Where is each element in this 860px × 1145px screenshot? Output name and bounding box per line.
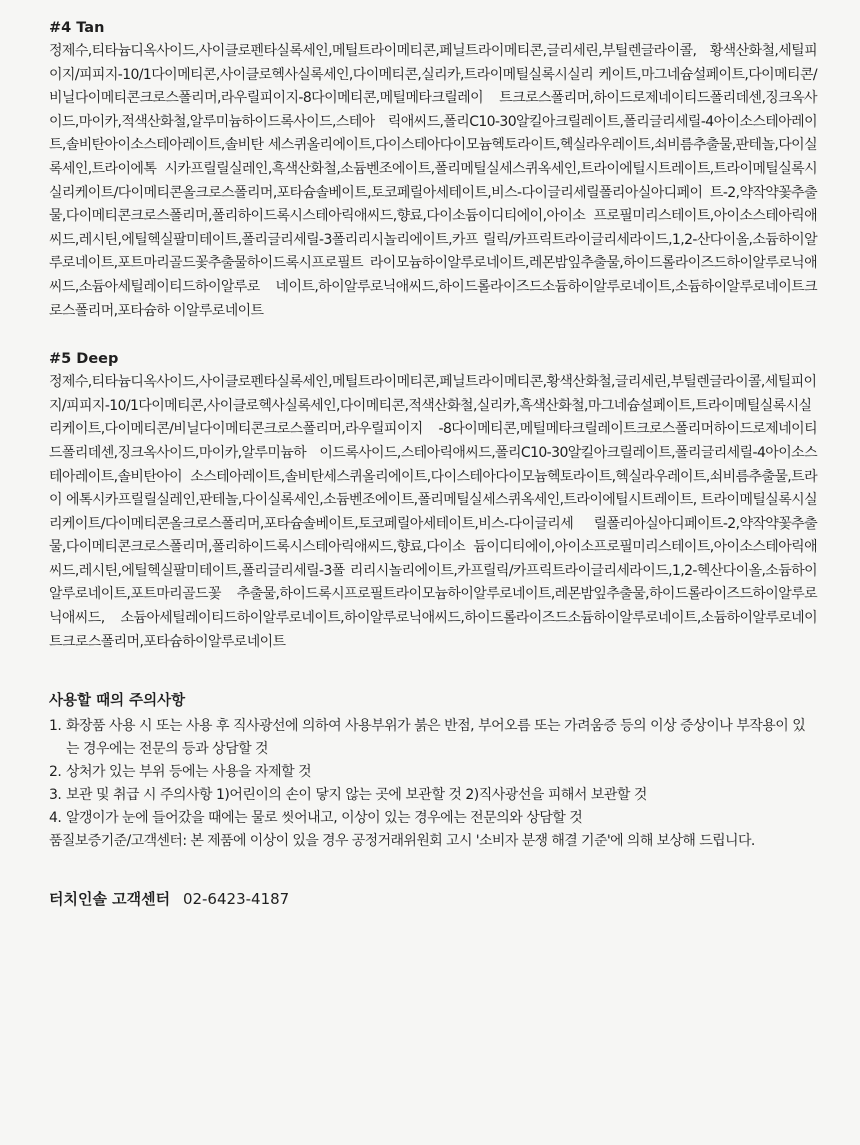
caution-item-3 xyxy=(49,784,817,807)
caution-text: 화장품 사용 시 또는 사용 후 직사광선에 의하여 사용부위가 붉은 반점, 부어오름 또는 가려움증 등의 이상 증상이나 부작용이 있는 경우에는 전문의 등과 상담할 것 xyxy=(66,718,806,758)
customer-service xyxy=(49,887,817,911)
ingredients-deep: 정제수,티타늄디옥사이드,사이클로펜타실록세인,메틸트라이메티콘,페닐트라이메티콘,황색산화철,글리세린,부틸렌글라이콜,세틸피이지/피피지-10/1다이메티콘,사이클로헥사실록세인,다이메티콘,적색산화철,실리카,흑색산화철,마그네슘설페이트,트라이메틸실록시실리케이트,다이메티콘/비닐다이메티콘크로스폴리머,라우릴피이지 -8다이메티콘,메틸메타크릴레이트크로스폴리머하이드로제네이티드폴리데센,징크옥사이드,마이카,알루미늄하 이드록사이드,스테아릭애씨드,폴리C10-30알킬아크릴레이트,폴리글리세릴-4아이소스테아레이트,솔비탄아이 소스테아레이트,솔비탄세스퀴올리에이트,다이스테아다이모늄헥토라이트,헥실라우레이트,쇠비름추출물,트라이 에톡시카프릴릴실레인,판테놀,다이실록세인,소듐벤조에이트,폴리메틸실세스퀴옥세인,트라이에틸시트레이트, 트라이메틸실록시실리케이트/다이메티콘올크로스폴리머,포타슘솔베이트,토코페릴아세테이트,비스-다이글리세 릴폴리아실아디페이트-2,약작약꽃추출물,다이메티콘크로스폴리머,폴리하이드록시스테아릭애씨드,향료,다이소 듐이디티에이,아이소프로필미리스테이트,아이소스테아릭애씨드,레시틴,에틸헥실팔미테이트,폴리글리세릴-3폴 리리시놀리에이트,카프릴릭/카프릭트라이글리세라이드,1,2-헥산다이올,소듐하이알루로네이트,포트마리골드꽃 추출물,하이드록시프로필트라이모늄하이알루로네이트,레몬밤잎추출물,하이드롤라이즈드하이알루로닉애씨드, 소듐아세틸레이티드하이알루로네이트,하이알루로닉애씨드,하이드롤라이즈드소듐하이알루로네이트,소듐하이알루로네이트크로스폴리머,포타슘하이알루로네이트 xyxy=(49,374,817,650)
product-section-tan xyxy=(49,16,817,323)
cautions-list xyxy=(49,715,817,830)
ingredients-tan: 정제수,티타늄디옥사이드,사이클로펜타실록세인,메틸트라이메티콘,페닐트라이메티콘,글리세린,부틸렌글라이콜, 황색산화철,세틸피이지/피피지-10/1다이메티콘,사이클로헥사실록세인,다이메티콘,실리카,트라이메틸실록시실리 케이트,마그네슘설페이트,다이메티콘/비닐다이메티콘크로스폴리머,라우릴피이지-8다이메티콘,메틸메타크릴레이 트크로스폴리머,하이드로제네이티드폴리데센,징크옥사이드,마이카,적색산화철,알루미늄하이드록사이드,스테아 릭애씨드,폴리C10-30알킬아크릴레이트,폴리글리세릴-4아이소스테아레이트,솔비탄아이소스테아레이트,솔비탄 세스퀴올리에이트,다이스테아다이모늄헥토라이트,헥실라우레이트,쇠비름추출물,판테놀,다이실록세인,트라이에톡 시카프릴릴실레인,흑색산화철,소듐벤조에이트,폴리메틸실세스퀴옥세인,트라이에틸시트레이트,트라이메틸실록시 실리케이트/다이메티콘올크로스폴리머,포타슘솔베이트,토코페릴아세테이트,비스-다이글리세릴폴리아실아디페이 트-2,약작약꽃추출물,다이메티콘크로스폴리머,폴리하이드록시스테아릭애씨드,향료,다이소듐이디티에이,아이소 프로필미리스테이트,아이소스테아릭애씨드,레시틴,에틸헥실팔미테이트,폴리글리세릴-3폴리리시놀리에이트,카프 릴릭/카프릭트라이글리세라이드,1,2-산다이올,소듐하이알루로네이트,포트마리골드꽃추출물하이드록시프로필트 라이모늄하이알루로네이트,레몬밤잎추출물,하이드롤라이즈드하이알루로닉애씨드,소듐아세틸레이티드하이알루로 네이트,하이알루로닉애씨드,하이드롤라이즈드소듐하이알루로네이트,소듐하이알루로네이트크로스폴리머,포타슘하 이알루로네이트 xyxy=(49,43,817,319)
cautions-title: 사용할 때의 주의사항 xyxy=(49,693,186,710)
caution-text: 보관 및 취급 시 주의사항 1)어린이의 손이 닿지 않는 곳에 보관할 것 2)직사광선을 피해서 보관할 것 xyxy=(66,787,647,804)
caution-item-1 xyxy=(49,715,817,761)
cautions-section xyxy=(49,689,817,853)
product-info-page xyxy=(49,16,817,911)
shade-title-deep: #5 Deep xyxy=(49,351,119,368)
caution-item-4 xyxy=(49,807,817,830)
caution-item-2 xyxy=(49,761,817,784)
shade-title-tan: #4 Tan xyxy=(49,20,105,36)
caution-number: 2. xyxy=(49,764,62,781)
caution-number: 4. xyxy=(49,810,62,827)
customer-service-label: 터치인솔 고객센터 xyxy=(49,890,171,909)
customer-service-phone: 02-6423-4187 xyxy=(182,890,290,909)
caution-number: 1. xyxy=(49,718,62,735)
quality-notice: 품질보증기준/고객센터: 본 제품에 이상이 있을 경우 공정거래위원회 고시 '소비자 분쟁 해결 기준'에 의해 보상해 드립니다. xyxy=(49,833,755,850)
caution-text: 상처가 있는 부위 등에는 사용을 자제할 것 xyxy=(66,764,312,781)
product-section-deep xyxy=(49,347,817,654)
caution-text: 알갱이가 눈에 들어갔을 때에는 물로 씻어내고, 이상이 있는 경우에는 전문의와 상담할 것 xyxy=(66,810,583,827)
caution-number: 3. xyxy=(49,787,62,804)
